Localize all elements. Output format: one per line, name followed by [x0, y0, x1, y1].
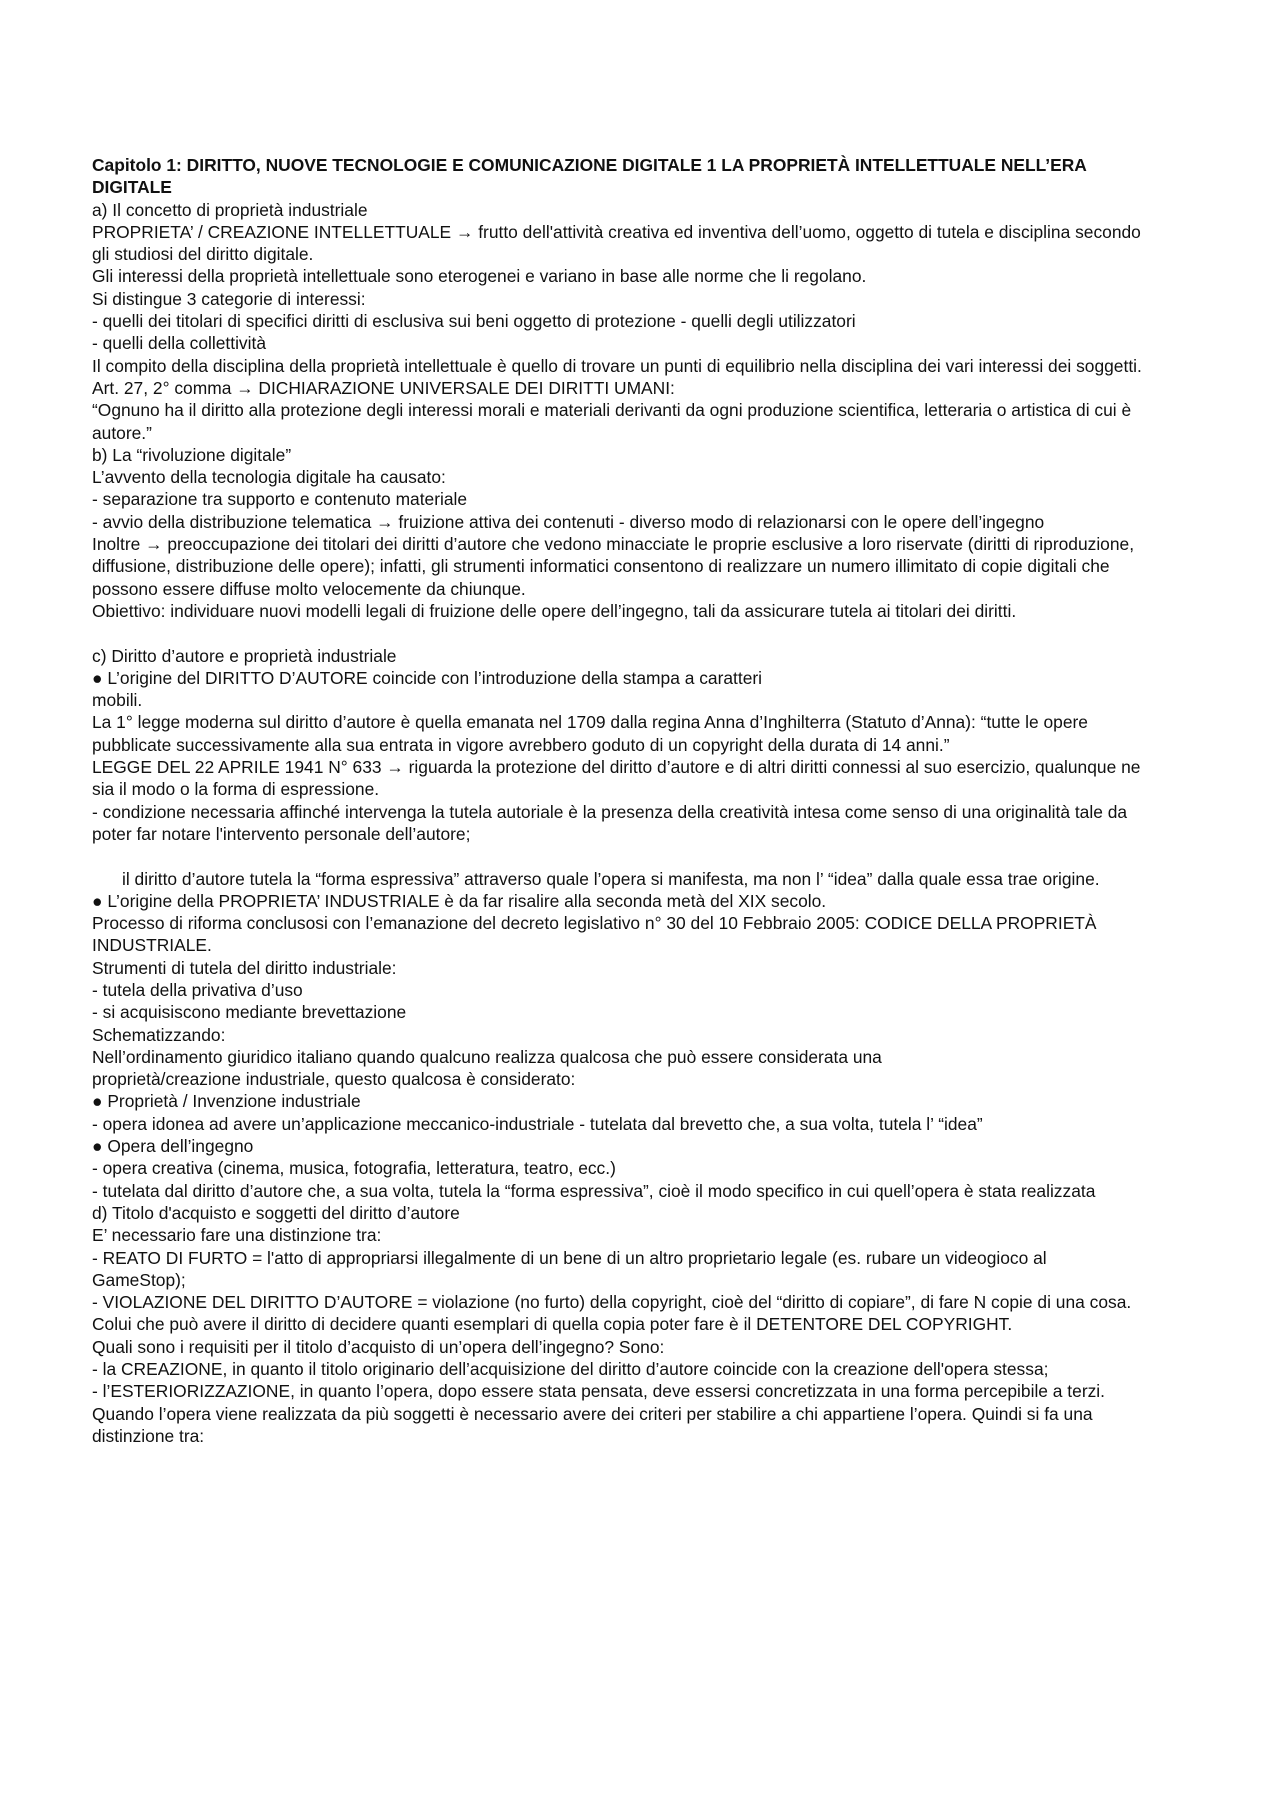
paragraph: Inoltre → preoccupazione dei titolari dei diritti d’autore che vedono minacciate le proprie esclusive a loro riservate (diritti di riproduzione, diffusione, distribuzione delle opere); infatti, gli strumenti informatici consentono di realizzare un numero illimitato di copie digitali che possono essere diffuse molto velocemente da chiunque. — [92, 534, 1135, 599]
paragraph: Nell’ordinamento giuridico italiano quando qualcuno realizza qualcosa che può essere considerata una — [92, 1046, 882, 1067]
section-heading-a: a) Il concetto di proprietà industriale — [92, 199, 368, 220]
list-item: - tutelata dal diritto d’autore che, a sua volta, tutela la “forma espressiva”, cioè il modo specifico in cui quell’opera è stata realizzata — [92, 1180, 1096, 1201]
paragraph: L’avvento della tecnologia digitale ha causato: — [92, 467, 446, 488]
section-heading-c: c) Diritto d’autore e proprietà industriale — [92, 645, 397, 666]
section-heading-b: b) La “rivoluzione digitale” — [92, 444, 292, 465]
chapter-title: Capitolo 1: DIRITTO, NUOVE TECNOLOGIE E COMUNICAZIONE DIGITALE 1 LA PROPRIETÀ INTELLETTUALE NELL’ERA DIGITALE — [92, 155, 1087, 198]
paragraph: E’ necessario fare una distinzione tra: — [92, 1225, 382, 1246]
paragraph: Processo di riforma conclusosi con l’emanazione del decreto legislativo n° 30 del 10 Febbraio 2005: CODICE DELLA PROPRIETÀ INDUSTRIALE. — [92, 913, 1097, 956]
paragraph: Colui che può avere il diritto di decidere quanti esemplari di quella copia poter fare è il DETENTORE DEL COPYRIGHT. — [92, 1314, 1013, 1335]
list-item: - quelli dei titolari di specifici diritti di esclusiva sui beni oggetto di protezione - quelli degli utilizzatori — [92, 311, 856, 332]
list-item: - l’ESTERIORIZZAZIONE, in quanto l’opera, dopo essere stata pensata, deve essersi concretizzata in una forma percepibile a terzi. — [92, 1381, 1105, 1402]
list-item: - la CREAZIONE, in quanto il titolo originario dell’acquisizione del diritto d’autore coincide con la creazione dell'opera stessa; — [92, 1359, 1049, 1380]
section-heading-d: d) Titolo d'acquisto e soggetti del diritto d’autore — [92, 1202, 460, 1223]
document-page — [92, 154, 1142, 1447]
paragraph: Art. 27, 2° comma → DICHIARAZIONE UNIVERSALE DEI DIRITTI UMANI: — [92, 377, 675, 398]
list-item: - VIOLAZIONE DEL DIRITTO D’AUTORE = violazione (no furto) della copyright, cioè del “diritto di copiare”, di fare N copie di una cosa. — [92, 1292, 1132, 1313]
list-item: - condizione necessaria affinché intervenga la tutela autoriale è la presenza della creatività intesa come senso di una originalità tale da poter far notare l'intervento personale dell’autore; — [92, 801, 1128, 844]
indented-paragraph: il diritto d’autore tutela la “forma espressiva” attraverso quale l’opera si manifesta, ma non l’ “idea” dalla quale essa trae origine. — [122, 868, 1100, 889]
bullet-item: ● L’origine della PROPRIETA’ INDUSTRIALE è da far risalire alla seconda metà del XIX secolo. — [92, 890, 827, 911]
paragraph: Il compito della disciplina della proprietà intellettuale è quello di trovare un punti di equilibrio nella disciplina dei vari interessi dei soggetti. — [92, 355, 1142, 376]
paragraph: Si distingue 3 categorie di interessi: — [92, 288, 366, 309]
paragraph: LEGGE DEL 22 APRILE 1941 N° 633 → riguarda la protezione del diritto d’autore e di altri diritti connessi al suo esercizio, qualunque ne sia il modo o la forma di espressione. — [92, 757, 1141, 800]
list-item: - opera creativa (cinema, musica, fotografia, letteratura, teatro, ecc.) — [92, 1158, 616, 1179]
paragraph: Obiettivo: individuare nuovi modelli legali di fruizione delle opere dell’ingegno, tali da assicurare tutela ai titolari dei diritti. — [92, 600, 1017, 621]
paragraph: Gli interessi della proprietà intellettuale sono eterogenei e variano in base alle norme che li regolano. — [92, 266, 867, 287]
paragraph: La 1° legge moderna sul diritto d’autore è quella emanata nel 1709 dalla regina Anna d’Inghilterra (Statuto d’Anna): “tutte le opere pubblicate successivamente alla sua entrata in vigore avrebbero goduto di un copyright della durata di 14 anni.” — [92, 712, 1088, 755]
list-item: - tutela della privativa d’uso — [92, 979, 303, 1000]
list-item: - quelli della collettività — [92, 333, 266, 354]
paragraph: Quali sono i requisiti per il titolo d’acquisto di un’opera dell’ingegno? Sono: — [92, 1336, 665, 1357]
blank-line — [92, 845, 1142, 867]
list-item: - REATO DI FURTO = l'atto di appropriarsi illegalmente di un bene di un altro proprietario legale (es. rubare un videogioco al GameStop); — [92, 1247, 1047, 1290]
list-item: - si acquisiscono mediante brevettazione — [92, 1002, 407, 1023]
quote: “Ognuno ha il diritto alla protezione degli interessi morali e materiali derivanti da ogni produzione scientifica, letteraria o artistica di cui è autore.” — [92, 400, 1132, 443]
bullet-item: ● Opera dell’ingegno — [92, 1136, 254, 1157]
blank-line — [92, 622, 1142, 644]
bullet-item: ● Proprietà / Invenzione industriale — [92, 1091, 361, 1112]
paragraph: mobili. — [92, 690, 143, 711]
paragraph: PROPRIETA’ / CREAZIONE INTELLETTUALE → frutto dell'attività creativa ed inventiva dell’uomo, oggetto di tutela e disciplina secondo gli studiosi del diritto digitale. — [92, 221, 1141, 265]
bullet-item: ● L’origine del DIRITTO D’AUTORE coincide con l’introduzione della stampa a caratteri — [92, 667, 763, 688]
paragraph: proprietà/creazione industriale, questo qualcosa è considerato: — [92, 1069, 576, 1090]
list-item: - avvio della distribuzione telematica → fruizione attiva dei contenuti - diverso modo di relazionarsi con le opere dell’ingegno — [92, 511, 1045, 532]
list-item: - opera idonea ad avere un’applicazione meccanico-industriale - tutelata dal brevetto che, a sua volta, tutela l’ “idea” — [92, 1113, 983, 1134]
paragraph: Strumenti di tutela del diritto industriale: — [92, 957, 397, 978]
paragraph: Schematizzando: — [92, 1024, 226, 1045]
list-item: - separazione tra supporto e contenuto materiale — [92, 489, 468, 510]
paragraph: Quando l’opera viene realizzata da più soggetti è necessario avere dei criteri per stabilire a chi appartiene l’opera. Quindi si fa una distinzione tra: — [92, 1403, 1093, 1446]
